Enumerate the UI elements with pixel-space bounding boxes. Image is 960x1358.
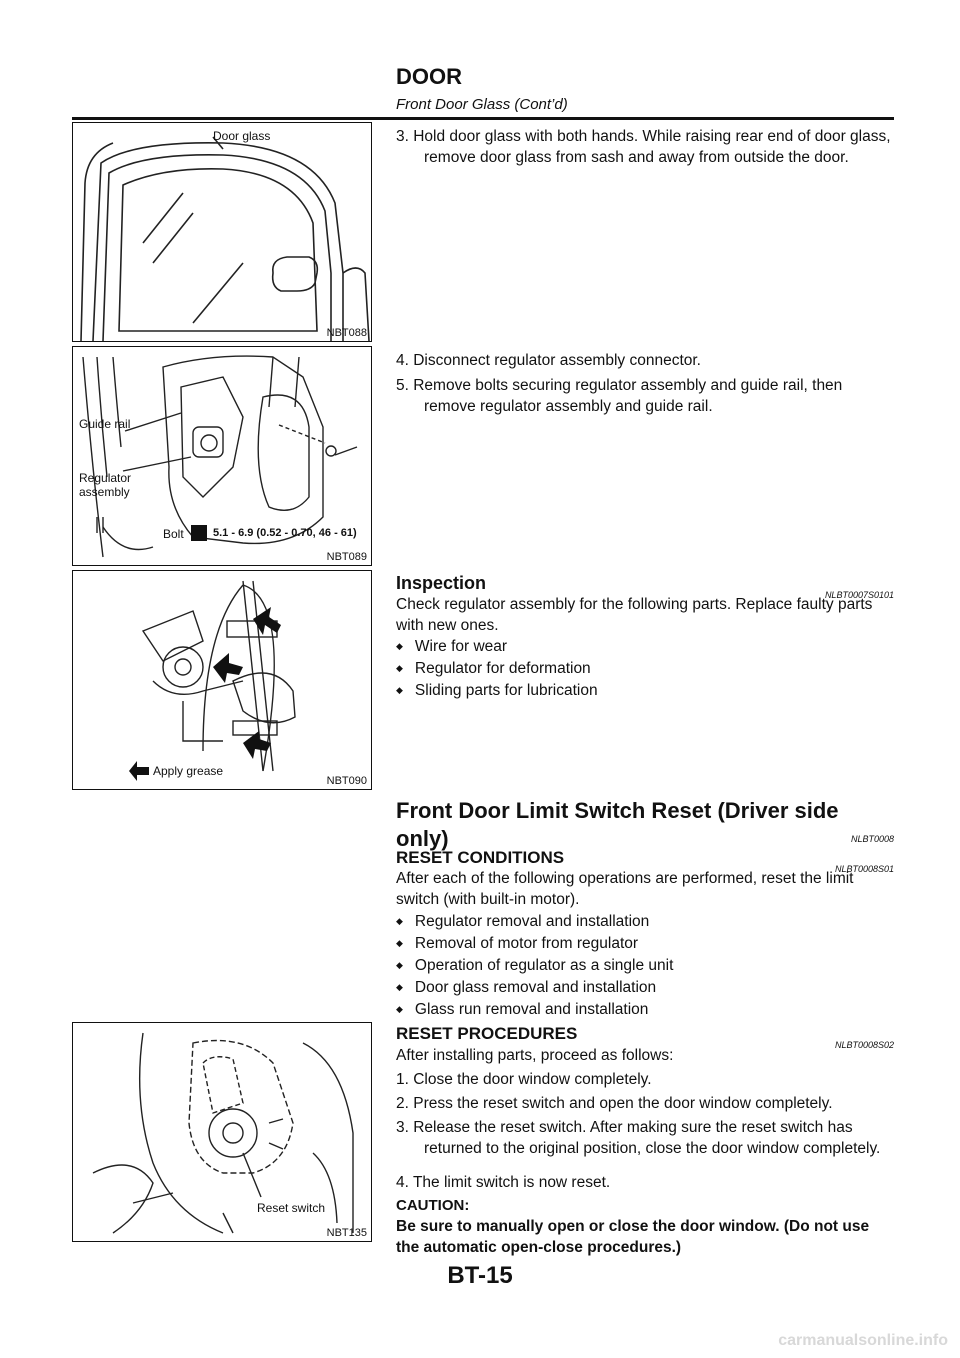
label-door-glass: Door glass	[213, 129, 271, 143]
label-bolt: Bolt	[163, 527, 184, 541]
limit-switch-heading: Front Door Limit Switch Reset (Driver side only)	[396, 798, 839, 851]
reset-step: 4. The limit switch is now reset.	[396, 1174, 611, 1191]
figure-id: NBT090	[326, 775, 367, 787]
reset-step: 1. Close the door window completely.	[396, 1071, 652, 1088]
label-reset-switch: Reset switch	[257, 1201, 326, 1215]
figure-id: NBT135	[326, 1227, 367, 1239]
reset-procedures-ref: NLBT0008S02	[834, 1040, 894, 1050]
reset-conditions-heading: RESET CONDITIONS	[396, 848, 565, 867]
door-glass-illustration	[73, 123, 373, 343]
figure-id: NBT088	[326, 327, 367, 339]
step-3: 3. Hold door glass with both hands. While raising rear end of door glass, remove door glass from sash and away from outside the door.	[396, 128, 891, 166]
inspection-heading: Inspection	[396, 573, 487, 593]
reset-condition-item: ◆ Operation of regulator as a single unit	[396, 955, 673, 978]
inspection-item: ◆ Sliding parts for lubrication	[396, 680, 598, 703]
reset-switch-illustration	[73, 1023, 373, 1243]
reset-step: 2. Press the reset switch and open the door window completely.	[396, 1095, 833, 1112]
inspection-item: ◆ Wire for wear	[396, 636, 507, 659]
reset-step: 3. Release the reset switch. After making sure the reset switch has returned to the original position, close the door window completely.	[396, 1119, 881, 1157]
reset-condition-item: ◆ Removal of motor from regulator	[396, 933, 638, 956]
watermark: carmanualsonline.info	[778, 1332, 948, 1349]
inspection-item: ◆ Regulator for deformation	[396, 658, 591, 681]
caution-label: CAUTION:	[396, 1197, 470, 1214]
reset-conditions-intro: After each of the following operations are performed, reset the limit switch (with built-in motor).	[396, 870, 854, 908]
label-apply-grease: Apply grease	[153, 764, 224, 778]
header-rule	[72, 117, 894, 120]
label-assembly: assembly	[79, 485, 130, 499]
inspection-intro: Check regulator assembly for the following parts. Replace faulty parts with new ones.	[396, 596, 873, 634]
reset-conditions-ref: NLBT0008S01	[834, 864, 894, 874]
figure-reset-switch	[72, 1022, 372, 1242]
reset-procedures-heading: RESET PROCEDURES	[396, 1024, 578, 1043]
label-regulator: Regulator	[79, 471, 132, 485]
reset-condition-item: ◆ Glass run removal and installation	[396, 999, 648, 1022]
reset-procedures-intro: After installing parts, proceed as follows:	[396, 1047, 674, 1064]
caution-text: Be sure to manually open or close the door window. (Do not use the automatic open-close procedures.)	[396, 1218, 870, 1256]
inspection-ref: NLBT0007S0101	[824, 590, 894, 600]
page-title: DOOR	[396, 64, 462, 89]
page-subtitle: Front Door Glass (Cont’d)	[396, 96, 568, 113]
step-4: 4. Disconnect regulator assembly connector.	[396, 352, 701, 369]
regulator-inspection-illustration	[73, 571, 373, 791]
limit-switch-ref: NLBT0008	[850, 834, 894, 844]
label-torque: 5.1 - 6.9 (0.52 - 0.70, 46 - 61)	[213, 527, 357, 539]
figure-regulator-removal	[72, 346, 372, 566]
step-5: 5. Remove bolts securing regulator assembly and guide rail, then remove regulator assembly and guide rail.	[396, 377, 843, 415]
figure-regulator-inspection	[72, 570, 372, 790]
figure-door-glass	[72, 122, 372, 342]
label-guide-rail: Guide rail	[79, 417, 131, 431]
reset-condition-item: ◆ Door glass removal and installation	[396, 977, 656, 1000]
figure-id: NBT089	[326, 551, 367, 563]
page-number: BT-15	[447, 1262, 513, 1289]
reset-condition-item: ◆ Regulator removal and installation	[396, 911, 649, 934]
